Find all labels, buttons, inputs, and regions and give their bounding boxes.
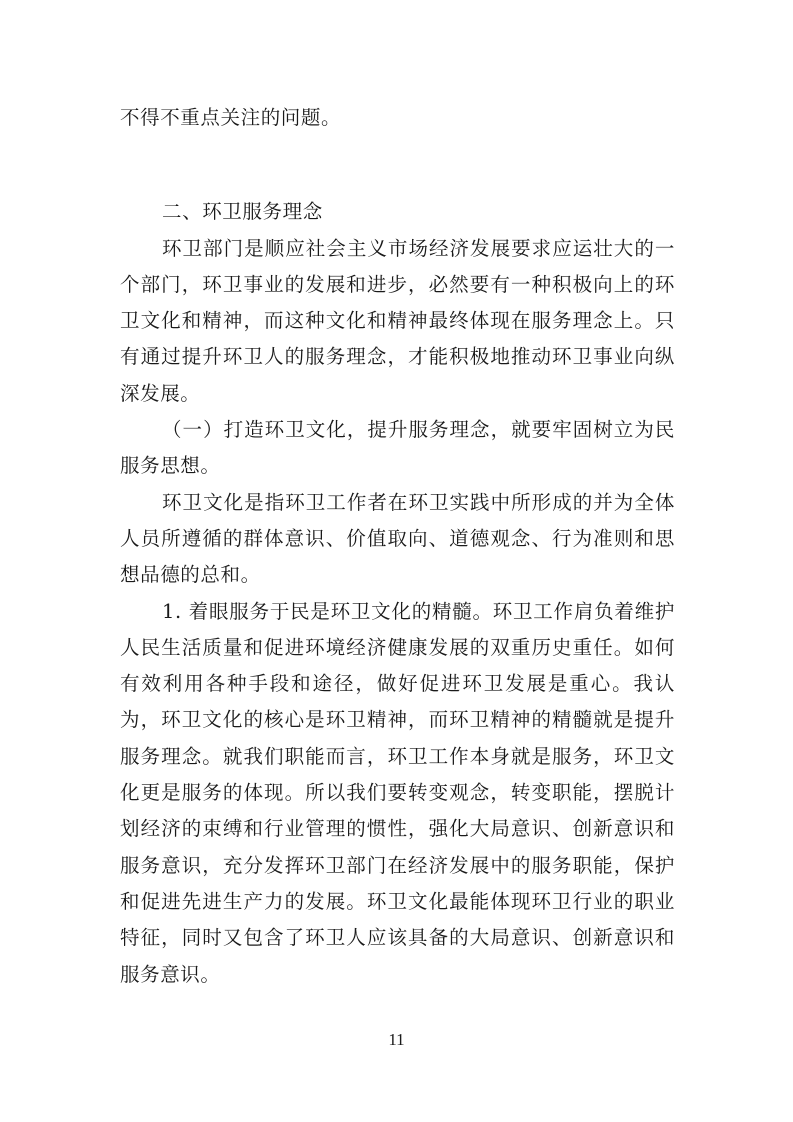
page-number: 11 — [388, 1030, 405, 1049]
body-paragraph-3: 1. 着眼服务于民是环卫文化的精髓。环卫工作肩负着维护人民生活质量和促进环境经济健康发展的双重历史重任。如何有效利用各种手段和途径，做好促进环卫发展是重心。我认为，环卫文化的核心是环卫精神，而环卫精神的精髓就是提升服务理念。就我们职能而言，环卫工作本身就是服务，环卫文化更是服务的体现。所以我们要转变观念，转变职能，摆脱计划经济的束缚和行业管理的惯性，强化大局意识、创新意识和服务意识，充分发挥环卫部门在经济发展中的服务职能，保护和促进先进生产力的发展。环卫文化最能体现环卫行业的职业特征，同时又包含了环卫人应该具备的大局意识、创新意识和服务意识。 — [120, 599, 675, 986]
body-paragraph-2: 环卫文化是指环卫工作者在环卫实践中所形成的并为全体人员所遵循的群体意识、价值取向、道德观念、行为准则和思想品德的总和。 — [120, 490, 675, 587]
paragraph-gap — [120, 136, 675, 194]
continuation-paragraph: 不得不重点关注的问题。 — [120, 106, 342, 129]
document-page — [120, 100, 675, 993]
subsection-heading: （一）打造环卫文化，提升服务理念，就要牢固树立为民服务思想。 — [120, 418, 675, 478]
body-paragraph-1: 环卫部门是顺应社会主义市场经济发展要求应运壮大的一个部门，环卫事业的发展和进步，必然要有一种积极向上的环卫文化和精神，而这种文化和精神最终体现在服务理念上。只有通过提升环卫人的服务理念，才能积极地推动环卫事业向纵深发展。 — [120, 236, 675, 405]
section-heading: 二、环卫服务理念 — [162, 200, 323, 224]
